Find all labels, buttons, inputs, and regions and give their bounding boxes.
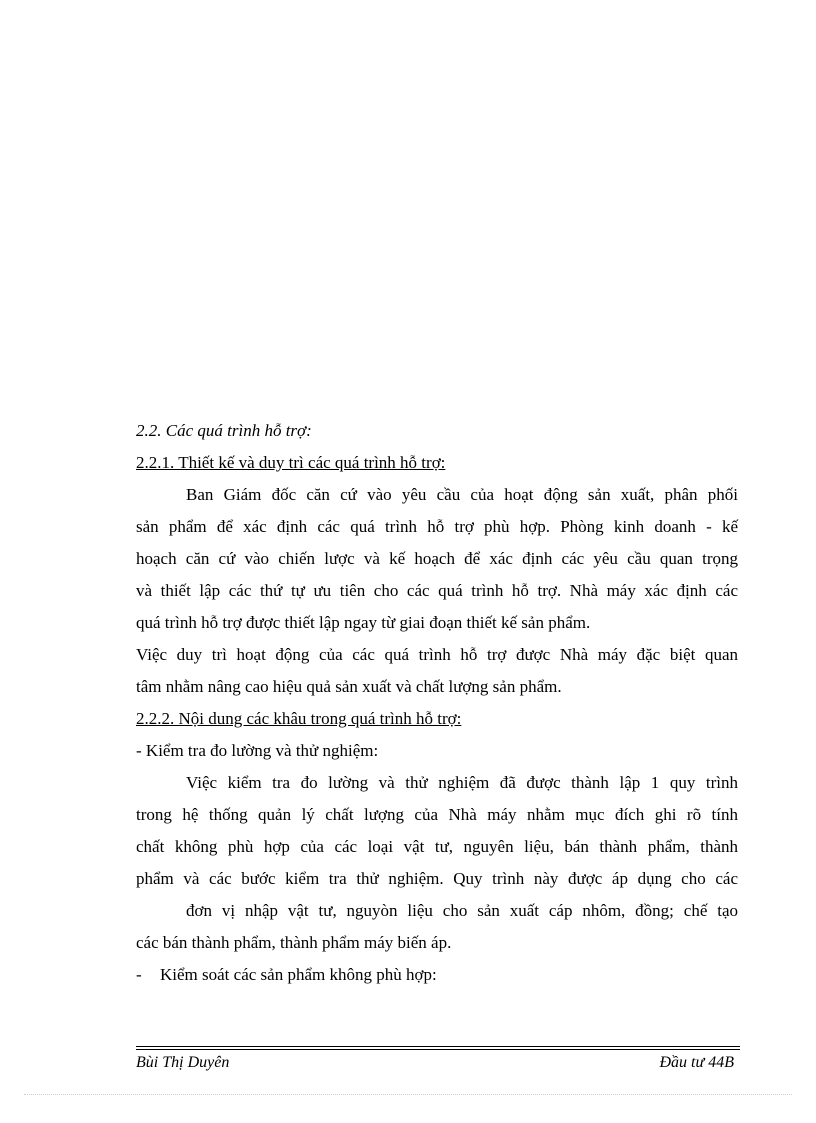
- paragraph-design-maintain: [136, 479, 738, 639]
- page-edge-dotted-line: [24, 1094, 792, 1095]
- paragraph-line: quá trình hỗ trợ được thiết lập ngay từ giai đoạn thiết kế sản phẩm.: [136, 613, 591, 632]
- paragraph-measurement-testing: [136, 767, 738, 959]
- paragraph-line: và thiết lập các thứ tự ưu tiên cho các quá trình hỗ trợ. Nhà máy xác định các: [136, 581, 738, 600]
- footer-class: Đầu tư 44B: [659, 1054, 734, 1071]
- section-heading: 2.2. Các quá trình hỗ trợ:: [136, 421, 312, 440]
- paragraph-line: Việc duy trì hoạt động của các quá trình hỗ trợ được Nhà máy đặc biệt quan: [136, 645, 738, 664]
- list-item-title: Kiểm soát các sản phẩm không phù hợp:: [160, 965, 437, 984]
- paragraph-line: chất không phù hợp của các loại vật tư, nguyên liệu, bán thành phẩm, thành: [136, 837, 738, 856]
- paragraph-line: trong hệ thống quản lý chất lượng của Nhà máy nhằm mục đích ghi rõ tính: [136, 805, 738, 824]
- page-footer: [136, 1054, 734, 1072]
- footer-divider: [136, 1046, 740, 1050]
- paragraph-line: các bán thành phẩm, thành phẩm máy biến áp.: [136, 933, 452, 952]
- page-content: [136, 415, 738, 991]
- paragraph-line: phẩm và các bước kiểm tra thử nghiệm. Quy trình này được áp dụng cho các: [136, 869, 738, 888]
- list-item: [136, 959, 738, 991]
- subsection-heading-2-2-2: 2.2.2. Nội dung các khâu trong quá trình hỗ trợ:: [136, 709, 462, 728]
- paragraph-maintenance: [136, 639, 738, 703]
- list-dash: -: [136, 965, 142, 984]
- list-item-title: - Kiểm tra đo lường và thử nghiệm:: [136, 741, 379, 760]
- paragraph-line: Việc kiểm tra đo lường và thử nghiệm đã được thành lập 1 quy trình: [186, 773, 738, 792]
- paragraph-line: tâm nhằm nâng cao hiệu quả sản xuất và chất lượng sản phẩm.: [136, 677, 562, 696]
- paragraph-line: sản phẩm để xác định các quá trình hỗ trợ phù hợp. Phòng kinh doanh - kế: [136, 517, 738, 536]
- paragraph-line: Ban Giám đốc căn cứ vào yêu cầu của hoạt động sản xuất, phân phối: [186, 485, 738, 504]
- paragraph-line: hoạch căn cứ vào chiến lược và kế hoạch để xác định các yêu cầu quan trọng: [136, 549, 738, 568]
- subsection-heading-2-2-1: 2.2.1. Thiết kế và duy trì các quá trình hỗ trợ:: [136, 453, 446, 472]
- footer-author: Bùi Thị Duyên: [136, 1054, 230, 1071]
- paragraph-line: đơn vị nhập vật tư, nguyòn liệu cho sản xuất cáp nhôm, đồng; chế tạo: [186, 901, 738, 920]
